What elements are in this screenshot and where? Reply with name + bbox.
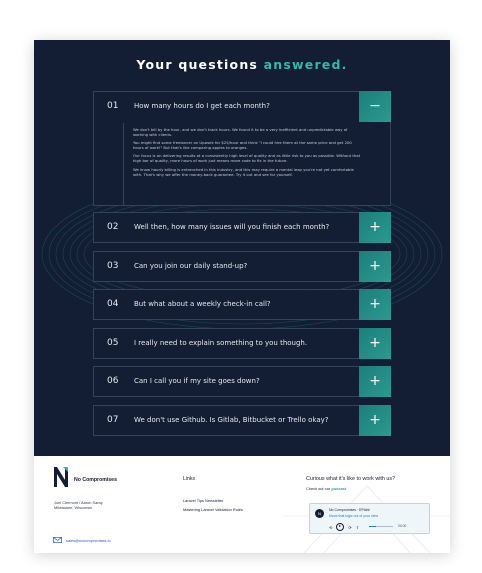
answer-paragraph: Our focus is on delivering results at a consistently high level of quality and as little risk to you as possible. Without that high bar of quality, more hours of work just means more code to fix in the future. — [133, 153, 361, 164]
podcast-heading: Curious what it's like to work with us? — [306, 476, 396, 482]
faq-item[interactable] — [93, 289, 391, 320]
podcast-cta-text: Check out our — [306, 486, 331, 491]
faq-number: 01 — [107, 101, 119, 111]
expand-icon[interactable]: + — [359, 366, 391, 397]
faq-question[interactable]: Can I call you if my site goes down? — [134, 377, 260, 385]
faq-question[interactable]: I really need to explain something to you though. — [134, 339, 308, 347]
site-footer — [34, 456, 450, 553]
podcast-show-title: No Compromises · EP### — [329, 508, 370, 512]
podcast-link[interactable]: podcast — [331, 486, 347, 491]
faq-item-open[interactable] — [93, 91, 391, 206]
link-newsletter[interactable]: Laravel Tips Newsletter — [183, 498, 224, 503]
podcast-episode-title[interactable]: Move that logic out of your view — [329, 514, 379, 518]
brand-logo-icon[interactable] — [53, 466, 69, 488]
expand-icon[interactable]: + — [359, 328, 391, 359]
podcast-player[interactable] — [309, 503, 430, 534]
brand-name: No Compromises — [74, 477, 117, 483]
faq-number: 06 — [107, 376, 119, 386]
faq-item[interactable] — [93, 366, 391, 397]
expand-icon[interactable]: + — [359, 405, 391, 436]
player-controls — [329, 523, 359, 531]
address-line: Milwaukee, Wisconsin — [54, 505, 93, 511]
faq-item[interactable] — [93, 405, 391, 436]
answer-divider — [123, 123, 124, 205]
expand-icon[interactable]: + — [359, 212, 391, 243]
collapse-icon[interactable]: − — [359, 91, 391, 122]
faq-number: 05 — [107, 338, 119, 348]
faq-number: 02 — [107, 222, 119, 232]
heading-accent: answered. — [263, 57, 348, 72]
podcast-cta — [306, 486, 346, 491]
faq-heading — [34, 57, 450, 72]
faq-number: 04 — [107, 299, 119, 309]
faq-answer — [133, 127, 363, 180]
faq-item[interactable] — [93, 328, 391, 359]
address — [54, 500, 103, 511]
email-link[interactable] — [53, 537, 111, 543]
rewind-icon[interactable]: ⟲ — [329, 524, 333, 530]
forward-icon[interactable]: ⟳ — [348, 524, 352, 530]
time-label: 00:00 — [398, 524, 407, 528]
link-validation-rules[interactable]: Mastering Laravel Validation Rules — [183, 507, 243, 512]
links-title: Links — [183, 476, 196, 482]
play-icon[interactable] — [336, 523, 344, 531]
faq-item[interactable] — [93, 251, 391, 282]
expand-icon[interactable]: + — [359, 251, 391, 282]
page-card — [34, 40, 450, 553]
faq-question[interactable]: But what about a weekly check-in call? — [134, 300, 271, 308]
share-icon[interactable]: ⇪ — [355, 524, 360, 530]
heading-text: Your questions — [136, 57, 259, 72]
mail-icon — [53, 537, 62, 543]
answer-paragraph: You might find some freelancer on Upwork for $25/hour and think "I could hire them at the same price and get 200 hours of work!" But that's like comparing apples to oranges. — [133, 140, 352, 151]
faq-number: 03 — [107, 261, 119, 271]
faq-question[interactable]: Well then, how many issues will you finish each month? — [134, 223, 330, 231]
answer-paragraph: We know hourly billing is entrenched in this industry, and this may require a mental leap you're not yet comfortable with. That's why we offer the money-back guarantee. Try it out and see for yourself. — [133, 166, 354, 177]
email-address[interactable]: sales@nocompromises.io — [66, 537, 111, 543]
address-line: Joel Clermont / Aaron Saray — [54, 500, 103, 505]
faq-item[interactable] — [93, 212, 391, 243]
faq-question[interactable]: We don't use Github. Is Gitlab, Bitbucket or Trello okay? — [134, 416, 329, 424]
faq-section — [34, 40, 450, 456]
expand-icon[interactable]: + — [359, 289, 391, 320]
answer-paragraph: We don't bill by the hour, and we don't track hours. We found it to be a very inefficient and unpredictable way of working with clients. — [133, 127, 348, 137]
faq-number: 07 — [107, 415, 119, 425]
faq-question[interactable]: How many hours do I get each month? — [134, 102, 270, 110]
faq-question[interactable]: Can you join our daily stand-up? — [134, 262, 248, 270]
progress-fill — [369, 526, 376, 527]
progress-bar[interactable] — [369, 526, 393, 527]
podcast-avatar: N — [315, 509, 324, 518]
